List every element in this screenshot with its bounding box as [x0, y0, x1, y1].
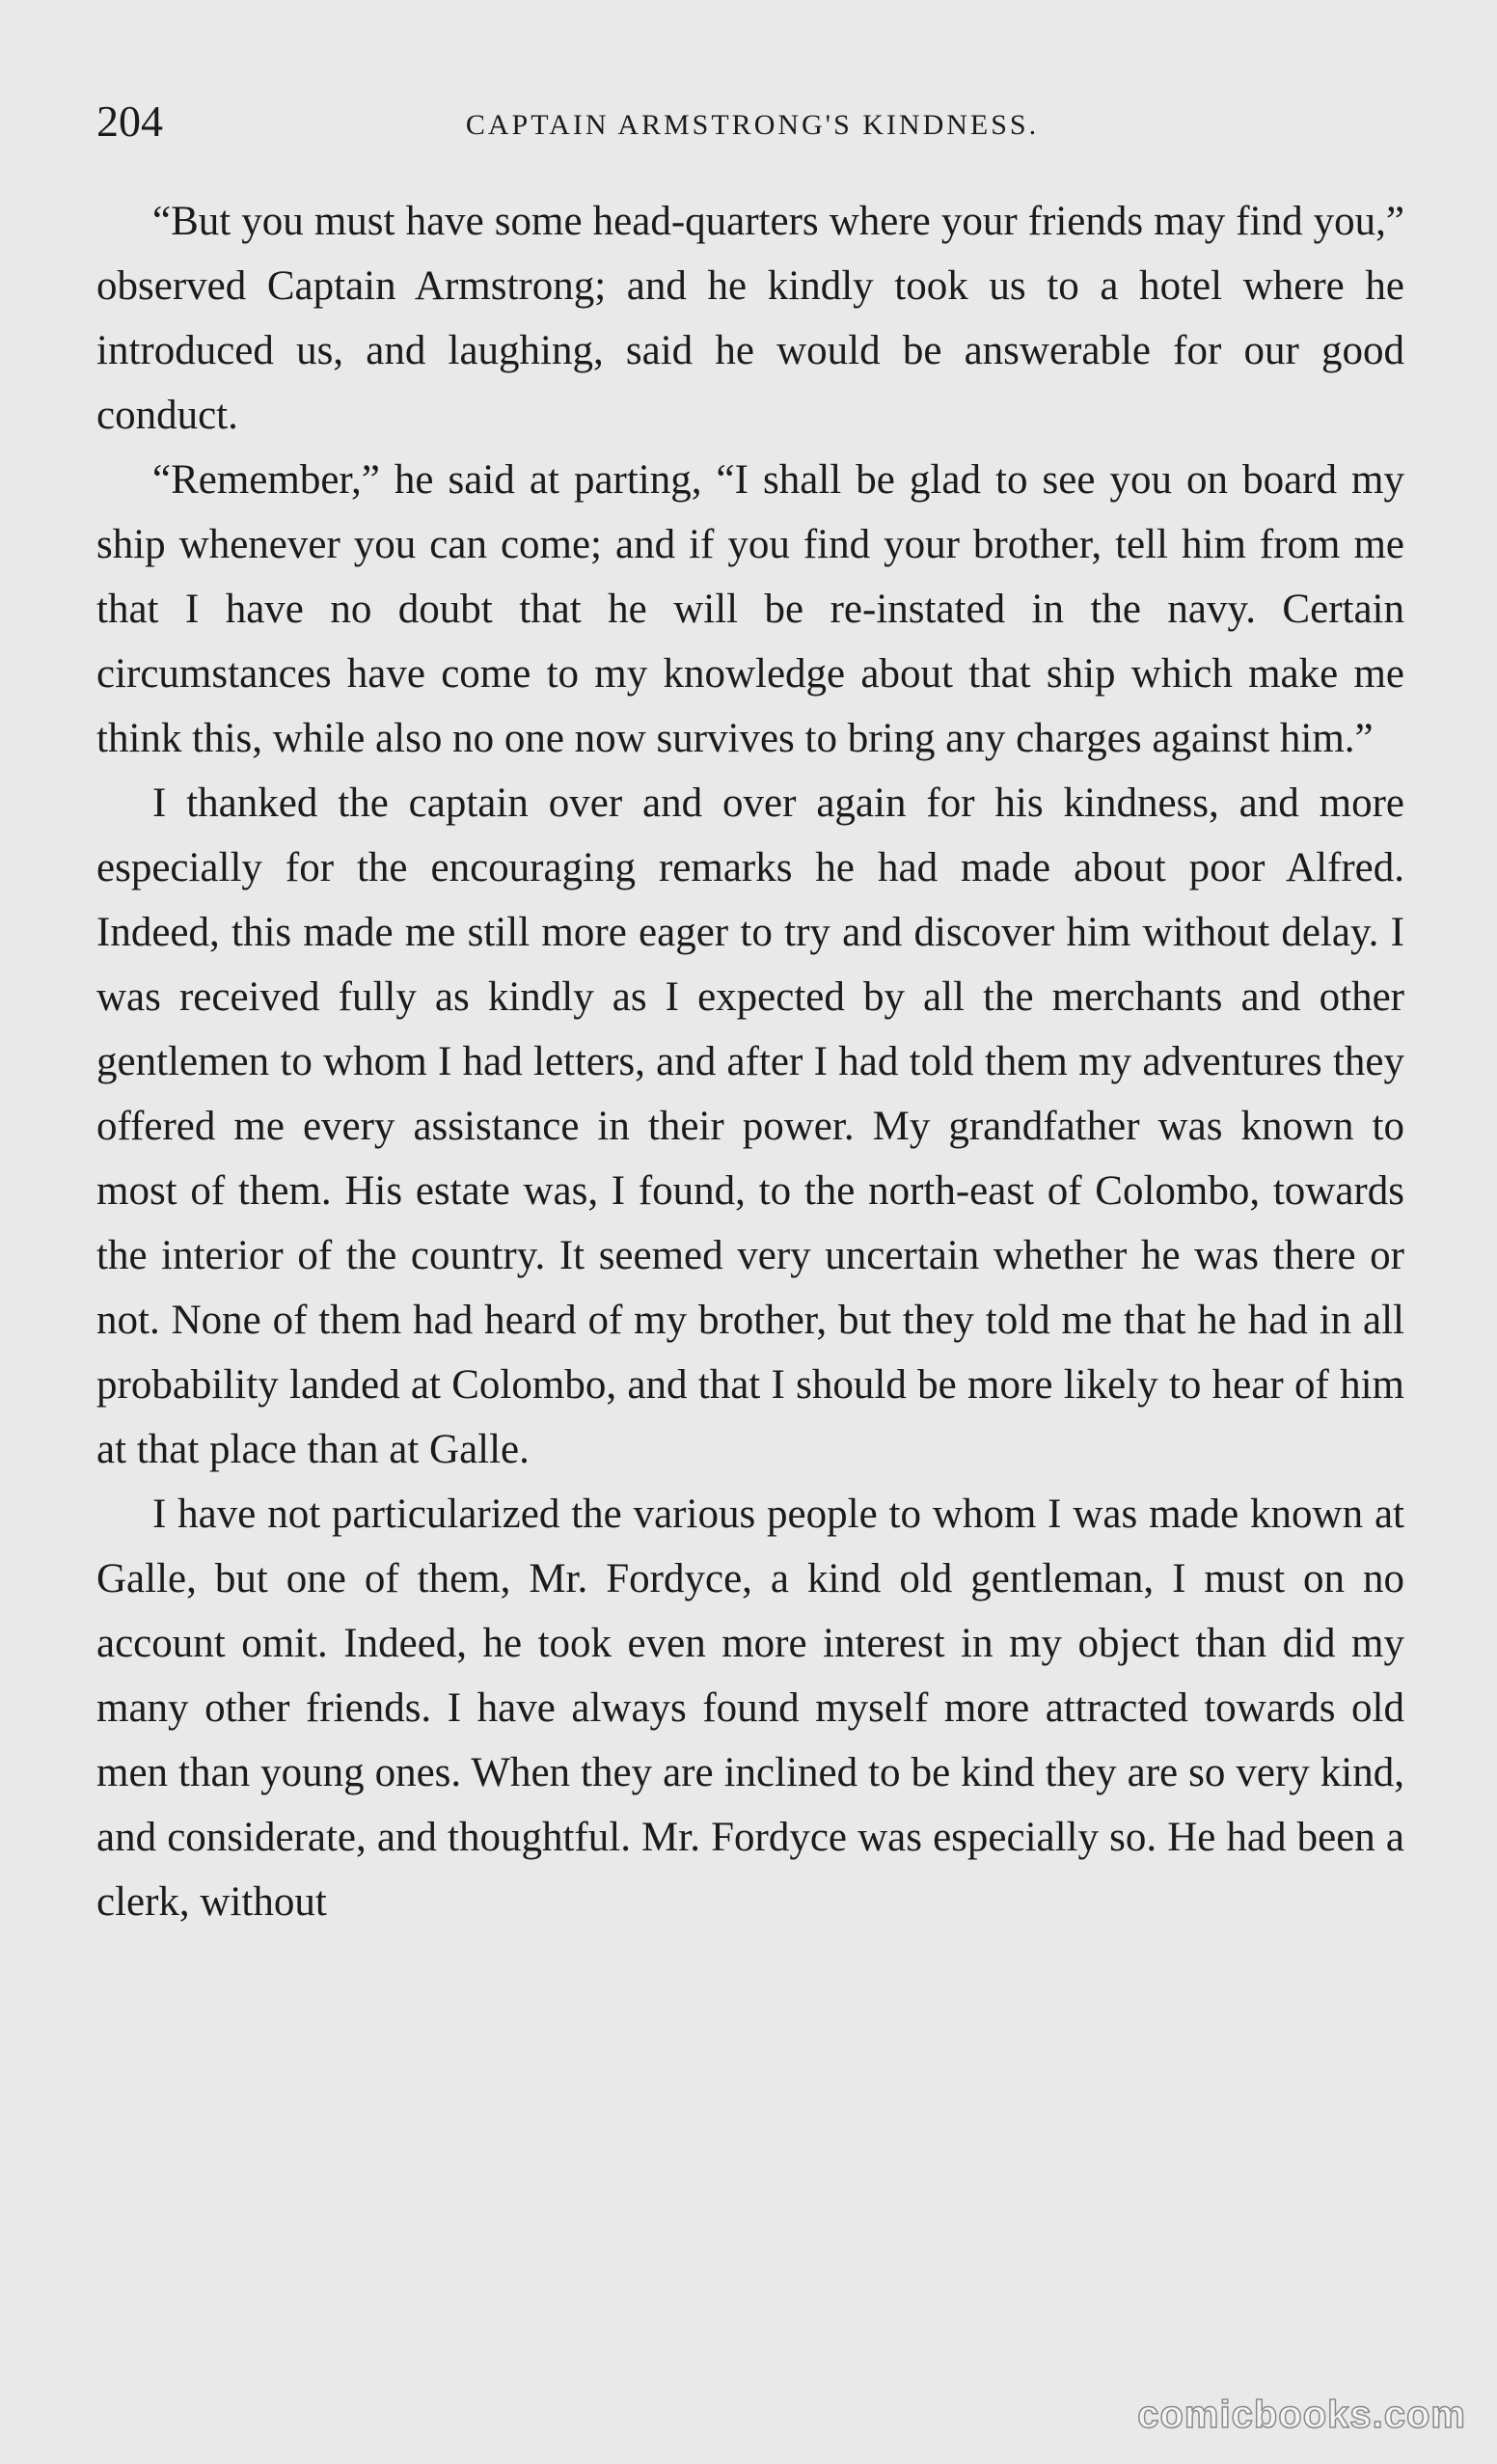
- paragraph-4: I have not particularized the various people to whom I was made known at Galle, but one of them, Mr. Fordyce, a kind old gentleman, I must on no account omit. Indeed, he took even more interest in my object than did my many other friends. I have always found myself more attracted towards old men than young ones. When they are inclined to be kind they are so very kind, and considerate, and thoughtful. Mr. Fordyce was especially so. He had been a clerk, without: [96, 1492, 1404, 1925]
- paragraph-3: I thanked the captain over and over again for his kindness, and more especially for the encouraging remarks he had made about poor Alfred. Indeed, this made me still more eager to try and discover him without delay. I was received fully as kindly as I expected by all the merchants and other gentlemen to whom I had letters, and after I had told them my adventures they offered me every assistance in their power. My grandfather was known to most of them. His estate was, I found, to the north-east of Colombo, towards the interior of the country. It seemed very uncertain whether he was there or not. None of them had heard of my brother, but they told me that he had in all probability landed at Colombo, and that I should be more likely to hear of him at that place than at Galle.: [96, 780, 1404, 1472]
- paragraph-2: “Remember,” he said at parting, “I shall be glad to see you on board my ship whenever you can come; and if you find your brother, tell him from me that I have no doubt that he will be re-instated in the navy. Certain circumstances have come to my knowledge about that ship which make me think this, while also no one now survives to bring any charges against him.”: [96, 457, 1404, 761]
- page-header: [96, 93, 1408, 151]
- page-number: 204: [96, 96, 163, 146]
- paragraph-1: “But you must have some head-quarters where your friends may find you,” observed Captain Armstrong; and he kindly took us to a hotel where he introduced us, and laughing, said he would be answerable for our good conduct.: [96, 199, 1404, 438]
- running-head: CAPTAIN ARMSTRONG'S KINDNESS.: [465, 109, 1040, 141]
- page-body: [96, 189, 1404, 1934]
- watermark: comicbooks.com: [1137, 2394, 1466, 2436]
